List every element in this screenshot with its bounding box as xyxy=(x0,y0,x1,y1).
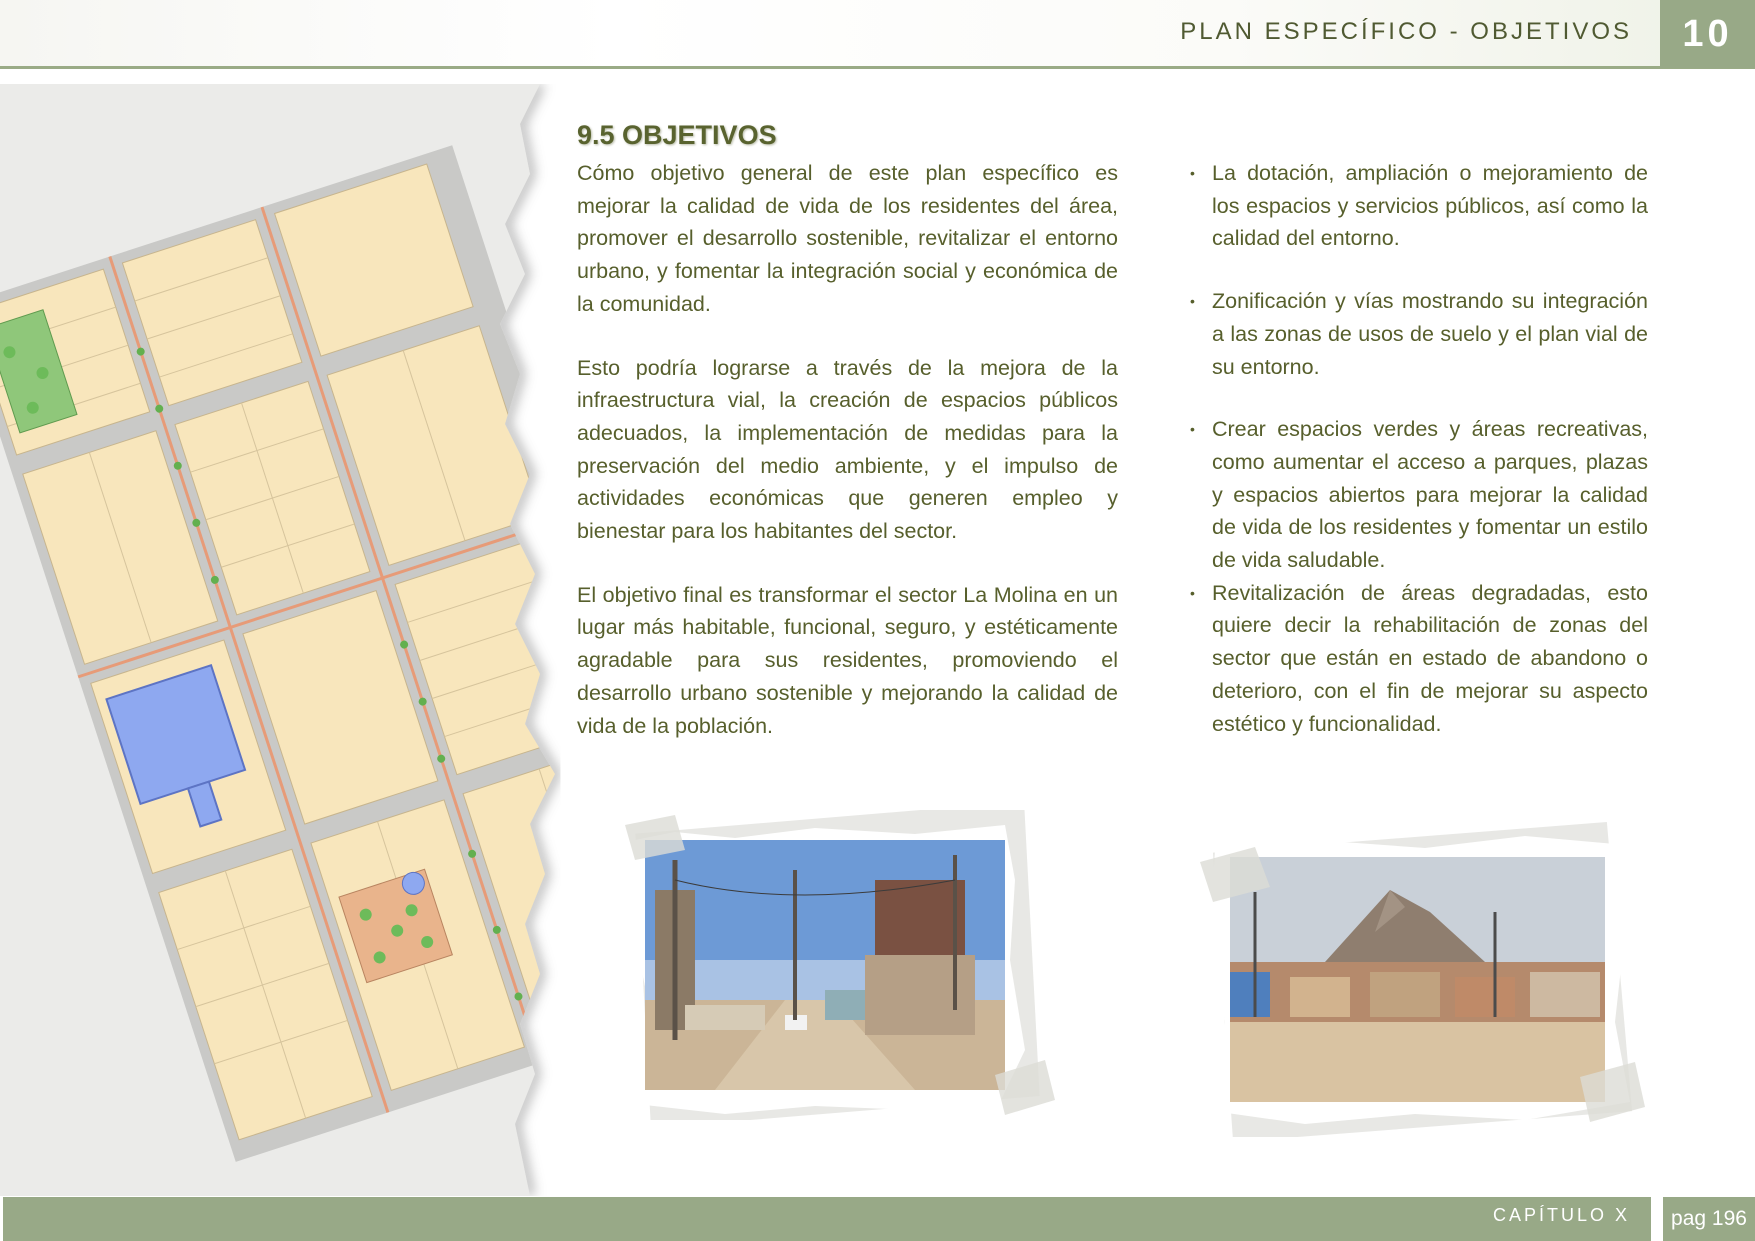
footer-chapter-label: CAPÍTULO X xyxy=(1492,1205,1630,1225)
bullet-item: • La dotación, ampliación o mejoramiento de los espacios y servicios públicos, así como la calidad del entorno. xyxy=(1190,157,1648,255)
objectives-text-column xyxy=(577,157,1118,773)
paragraph: Cómo objetivo general de este plan específico es mejorar la calidad de vida de los residentes del área, promover el desarrollo sostenible, revitalizar el entorno urbano, y fomentar la integración social y económica de la comunidad. xyxy=(577,161,1118,316)
section-title: 9.5 OBJETIVOS xyxy=(577,120,777,150)
paragraph: El objetivo final es transformar el sector La Molina en un lugar más habitable, funcional, seguro, y estéticamente agradable para sus residentes, promoviendo el desarrollo urbano sostenible y mejorando la calidad de vida de la población. xyxy=(577,582,1118,738)
bullet-item: • Crear espacios verdes y áreas recreativas, como aumentar el acceso a parques, plazas y espacios abiertos para mejorar la calidad de vida de los residentes y fomentar un estilo de vida saludable. xyxy=(1190,413,1648,577)
paragraph: Esto podría lograrse a través de la mejora de la infraestructura vial, la creación de espacios públicos adecuados, la implementación de medidas para la preservación del medio ambiente, y el impulso de actividades económicas que generen empleo y bienestar para los habitantes del sector. xyxy=(577,355,1118,544)
header-rule xyxy=(0,66,1755,69)
page-number: pag 196 xyxy=(1663,1197,1755,1241)
bullet-item: • Zonificación y vías mostrando su integración a las zonas de usos de suelo y el plan vial de su entorno. xyxy=(1190,285,1648,383)
houses-photo xyxy=(1195,822,1645,1137)
bullet-item: • Revitalización de áreas degradadas, esto quiere decir la rehabilitación de zonas del sector que están en estado de abandono o deterioro, con el fin de mejorar su aspecto estético y funcionalidad. xyxy=(1190,577,1648,741)
chapter-number-badge: 10 xyxy=(1660,0,1755,68)
header-title: PLAN ESPECÍFICO - OBJETIVOS xyxy=(1180,18,1632,45)
footer-bar xyxy=(3,1197,1651,1241)
objectives-bullet-list xyxy=(1190,157,1648,740)
urban-plan-image xyxy=(0,84,580,1196)
street-photo xyxy=(615,810,1055,1120)
